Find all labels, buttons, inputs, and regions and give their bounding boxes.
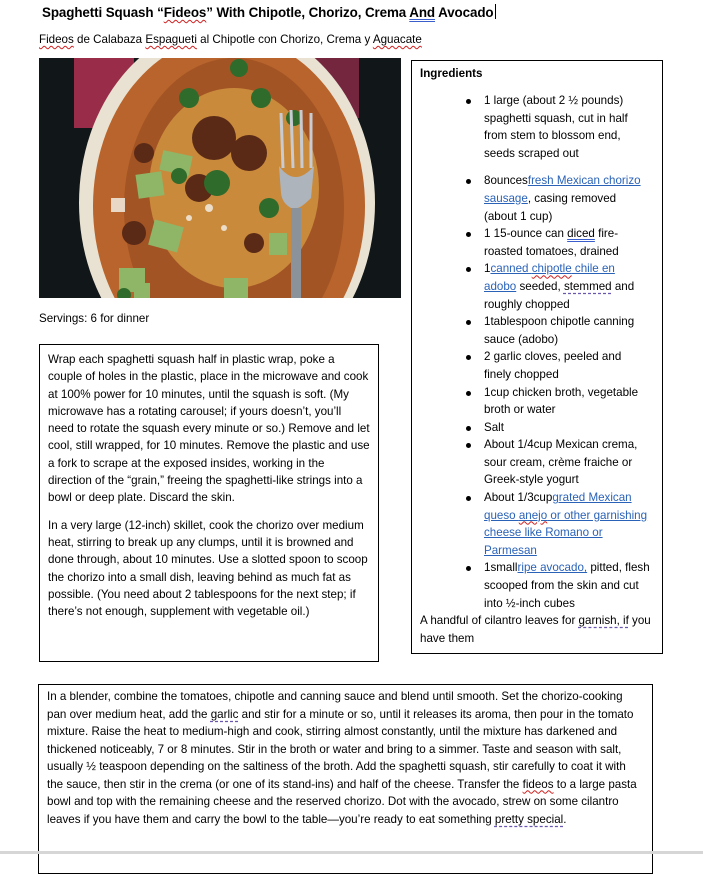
ingredient-text: , casing removed (about 1 cup) — [484, 191, 617, 223]
ingredient-item — [420, 260, 654, 313]
ingredient-item — [420, 225, 654, 260]
link-text: grated Mexican queso — [484, 491, 632, 522]
spellcheck-word[interactable]: Espagueti — [145, 33, 197, 46]
food-image — [39, 58, 401, 298]
grammar-flag-word[interactable]: garnish, if — [578, 614, 629, 628]
grammar-flag-word[interactable]: garlic — [210, 707, 239, 721]
bullet-icon — [466, 443, 471, 448]
ingredient-item — [420, 384, 654, 419]
steps-box[interactable] — [39, 344, 379, 662]
spellcheck-word[interactable]: Aguacate — [372, 33, 422, 46]
chorizo-link[interactable]: fresh Mexican chorizo sausage — [484, 174, 641, 205]
bullet-icon — [466, 179, 471, 184]
bullet-icon — [466, 320, 471, 325]
ingredient-text: and roughly chopped — [484, 279, 635, 311]
link-text: canned — [490, 262, 532, 276]
spellcheck-word[interactable]: chipotle — [531, 262, 572, 276]
ingredient-item — [420, 172, 654, 225]
ingredient-text: 1small — [484, 561, 518, 575]
note-text: A handful of cilantro leaves for — [420, 614, 579, 628]
servings-text: Servings: 6 for dinner — [39, 312, 150, 325]
ingredient-item — [420, 313, 654, 348]
final-step-text: to a large pasta bowl and top with the remaining cheese and the reserved chorizo. Dot with the avocado, strew on some cilantro leaves if you have them and carry the bowl to the table—you’re ready to eat something — [47, 777, 637, 826]
ingredient-item — [420, 489, 654, 559]
document-subtitle[interactable] — [39, 33, 422, 46]
spellcheck-word[interactable]: Fideos — [39, 33, 74, 46]
note-text: you have them — [420, 614, 651, 645]
bullet-icon — [466, 566, 471, 571]
final-step-text: . — [563, 812, 567, 826]
ingredient-item — [420, 559, 654, 612]
link-text: or other garnishing cheese like Romano or Parmesan — [484, 508, 648, 557]
ingredient-text: 8ounces — [484, 174, 528, 188]
ingredient-item — [420, 92, 654, 162]
grammar-flag-word[interactable]: diced — [567, 227, 595, 241]
ingredient-item — [420, 348, 654, 383]
text-cursor — [495, 4, 496, 19]
step-paragraph-2: In a very large (12-inch) skillet, cook the chorizo over medium heat, stirring to break up any clumps, until it is browned and done through, about 10 minutes. Use a slotted spoon to scoop the chorizo into a small dish, leaving behind as much fat as possible. (You need about 2 tablespoons for the next step; if there’s not enough, supplement with vegetable oil.) — [48, 518, 368, 619]
ingredient-text: fire-roasted tomatoes, drained — [484, 227, 619, 258]
ingredients-box[interactable] — [411, 60, 663, 654]
document-title[interactable] — [42, 4, 496, 20]
bullet-icon — [466, 355, 471, 360]
ingredient-text: About 1/3cup — [484, 491, 553, 505]
grammar-flag-word[interactable]: And — [409, 5, 436, 20]
spellcheck-word[interactable]: Fideos — [163, 5, 207, 20]
title-text: Spaghetti Squash “ — [42, 5, 164, 20]
bullet-icon — [466, 267, 471, 272]
step-paragraph-1: Wrap each spaghetti squash half in plastic wrap, poke a couple of holes in the plastic, place in the microwave and cook at 100% power for 10 minutes, until the squash is soft. (My microwave has a rotating carousel; if yours doesn’t, you’ll need to rotate the squash every minute or so.) Remove and let cool, still wrapped, for 10 minutes. Remove the plastic and use a fork to scrape at the exposed insides, working in the direction of the “grain,” freeing the spaghetti-like strings into a bowl or deep plate. Discard the skin. — [48, 353, 370, 505]
ingredient-text: 2 garlic cloves, peeled and finely chopped — [484, 350, 622, 381]
bullet-icon — [466, 391, 471, 396]
ingredient-text: 1 15-ounce can — [484, 227, 568, 241]
ingredient-text: Salt — [484, 420, 504, 434]
bullet-icon — [466, 232, 471, 237]
subtitle-text: al Chipotle con Chorizo, Crema y — [196, 33, 373, 46]
ingredient-text: pitted, flesh scooped from the skin and cut into ½-inch cubes — [484, 561, 650, 610]
title-text: ” With Chipotle, Chorizo, Crema — [206, 5, 410, 20]
ingredients-heading: Ingredients — [420, 67, 483, 80]
ingredient-text: 1tablespoon chipotle canning sauce (adobo) — [484, 315, 635, 346]
final-step-text: In a blender, combine the tomatoes, chipotle and canning sauce and blend until smooth. Set the chorizo-cooking pan over medium heat, add the — [47, 690, 623, 721]
ingredient-text: 1 — [484, 262, 491, 276]
grammar-flag-word[interactable]: pretty special — [494, 812, 564, 826]
bullet-icon — [466, 426, 471, 431]
bullet-icon — [466, 99, 471, 104]
recipe-photo[interactable] — [39, 58, 401, 298]
subtitle-text: de Calabaza — [73, 33, 146, 46]
title-text: Avocado — [435, 5, 494, 20]
spellcheck-word[interactable]: fideos — [522, 777, 554, 791]
ingredient-text: seeded, — [516, 279, 564, 293]
grammar-flag-word[interactable]: stemmed — [563, 279, 612, 293]
ingredient-text: About 1/4cup Mexican crema, sour cream, crème fraiche or Greek-style yogurt — [484, 438, 638, 487]
ingredient-garnish-note — [420, 612, 654, 647]
ingredient-item — [420, 419, 654, 437]
ingredient-text: 1 large (about 2 ½ pounds) spaghetti squash, cut in half from stem to blossom end, seeds scraped out — [484, 94, 628, 160]
spellcheck-word[interactable]: anejo — [518, 508, 548, 522]
final-step-text: and stir for a minute or so, until it releases its aroma, then pour in the tomato mixture. Raise the heat to medium-high and cook, stirring almost constantly, until the mixture has darkened and thickened noticeably, 7 or 8 minutes. Stir in the broth or water and bring to a simmer. Taste and season with salt, usually ½ teaspoon depending on the saltiness of the broth. Add the spaghetti squash, stir carefully to coat it with the sauce, then stir in the crema (or one of its stand-ins) and half of the cheese. Transfer the — [47, 707, 634, 791]
final-step-box[interactable] — [38, 684, 653, 874]
ingredient-item — [420, 436, 654, 489]
avocado-link[interactable]: ripe avocado, — [517, 561, 588, 575]
ingredient-text: 1cup chicken broth, vegetable broth or water — [484, 385, 639, 417]
ingredients-list — [420, 92, 654, 612]
bullet-icon — [466, 496, 471, 501]
link-text: chile en adobo — [484, 262, 615, 293]
